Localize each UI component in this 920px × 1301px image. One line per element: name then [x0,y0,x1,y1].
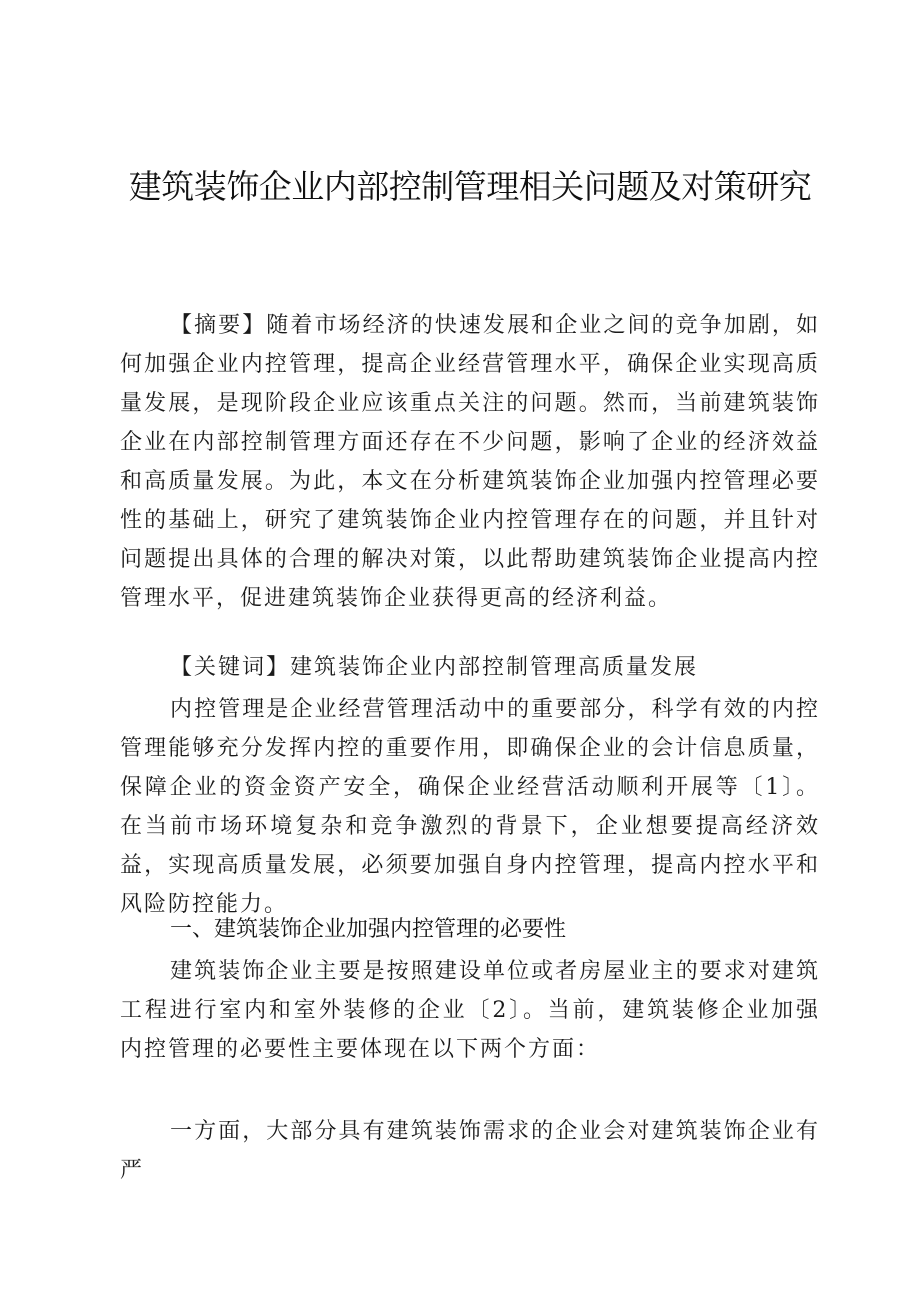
section-1-paragraph-2: 一方面，大部分具有建筑装饰需求的企业会对建筑装饰企业有严 [120,1119,820,1183]
section-1-heading: 一、建筑装饰企业加强内控管理的必要性 [170,917,567,942]
keywords-paragraph: 【关键词】建筑装饰企业内部控制管理高质量发展 [170,655,699,680]
intro-paragraph: 内控管理是企业经营管理活动中的重要部分，科学有效的内控管理能够充分发挥内控的重要作用，即确保企业的会计信息质量，保障企业的资金资产安全，确保企业经营活动顺利开展等〔1〕。在当前市场环境复杂和竞争激烈的背景下，企业想要提高经济效益，实现高质量发展，必须要加强自身内控管理，提高内控水平和风险防控能力。 [120,697,820,917]
abstract-paragraph: 【摘要】随着市场经济的快速发展和企业之间的竞争加剧，如何加强企业内控管理，提高企业经营管理水平，确保企业实现高质量发展，是现阶段企业应该重点关注的问题。然而，当前建筑装饰企业在内部控制管理方面还存在不少问题，影响了企业的经济效益和高质量发展。为此，本文在分析建筑装饰企业加强内控管理必要性的基础上，研究了建筑装饰企业内控管理存在的问题，并且针对问题提出具体的合理的解决对策，以此帮助建筑装饰企业提高内控管理水平，促进建筑装饰企业获得更高的经济利益。 [120,313,820,611]
document-title: 建筑装饰企业内部控制管理相关问题及对策研究 [128,167,812,206]
section-1-paragraph: 建筑装饰企业主要是按照建设单位或者房屋业主的要求对建筑工程进行室内和室外装修的企业〔2〕。当前，建筑装修企业加强内控管理的必要性主要体现在以下两个方面： [120,959,820,1062]
